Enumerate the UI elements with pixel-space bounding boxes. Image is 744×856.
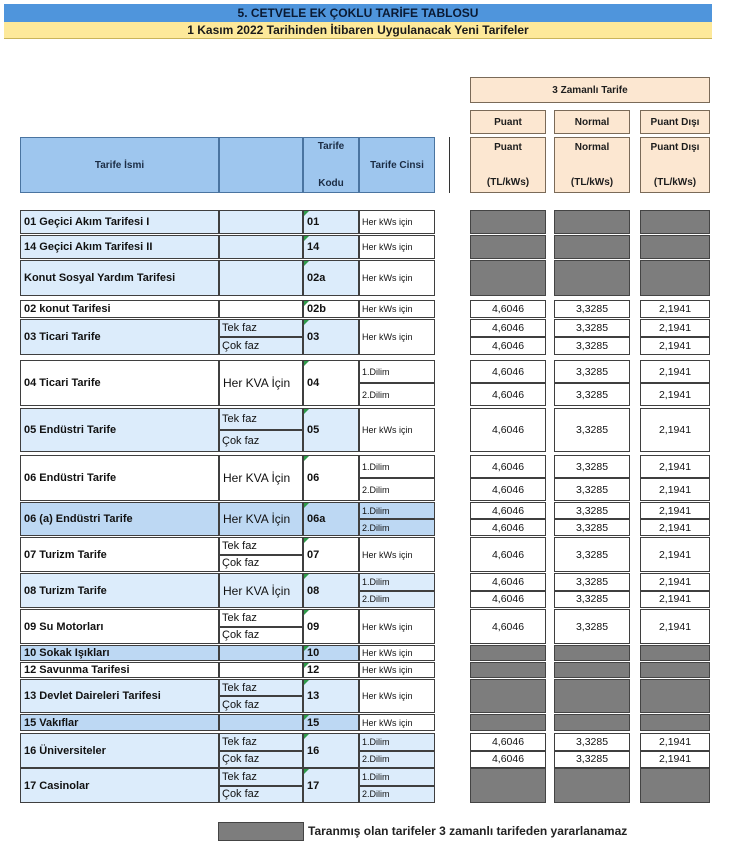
header-normal-top: Normal: [554, 110, 630, 134]
value-normal: 3,3285: [554, 609, 630, 644]
header-tarife-cinsi: Tarife Cinsi: [359, 137, 435, 193]
value-puant: 4,6046: [470, 478, 546, 501]
table-subtitle: 1 Kasım 2022 Tarihinden İtibaren Uygulanacak Yeni Tarifeler: [4, 22, 712, 39]
header-puant-top: Puant: [470, 110, 546, 134]
shaded-cell-puant-disi: [640, 679, 710, 713]
tariff-kind-dilim-1: 1.Dilim: [359, 573, 435, 591]
shaded-cell-puant-disi: [640, 645, 710, 661]
tariff-kind-dilim-2: 2.Dilim: [359, 519, 435, 536]
tariff-code: 06: [303, 455, 359, 501]
tariff-kind: Her kWs için: [359, 319, 435, 355]
tariff-sub-kva: Her KVA İçin: [219, 360, 303, 406]
tariff-code: 14: [303, 235, 359, 259]
tariff-name: 02 konut Tarifesi: [20, 300, 219, 318]
tariff-sub-tek-faz: Tek faz: [219, 609, 303, 627]
header-normal-label: Normal: [574, 142, 610, 153]
tariff-kind-dilim-1: 1.Dilim: [359, 768, 435, 786]
tariff-code: 16: [303, 733, 359, 768]
value-puant: 4,6046: [470, 609, 546, 644]
tariff-sub-tek-faz: Tek faz: [219, 733, 303, 751]
tariff-name: 06 Endüstri Tarife: [20, 455, 219, 501]
tariff-kind: Her kWs için: [359, 537, 435, 572]
tariff-name: 05 Endüstri Tarife: [20, 408, 219, 452]
value-normal: 3,3285: [554, 337, 630, 355]
tariff-sub-empty: [219, 210, 303, 234]
value-normal: 3,3285: [554, 591, 630, 609]
tariff-kind: Her kWs için: [359, 300, 435, 318]
header-normal-unit: (TL/kWs): [570, 177, 614, 188]
shaded-cell-puant-disi: [640, 235, 710, 259]
tariff-name: 07 Turizm Tarife: [20, 537, 219, 572]
value-puant-disi: 2,1941: [640, 591, 710, 609]
tariff-code: 06a: [303, 502, 359, 536]
tariff-kind: Her kWs için: [359, 260, 435, 296]
shaded-cell-normal: [554, 210, 630, 234]
value-puant-disi: 2,1941: [640, 573, 710, 591]
tariff-name: 17 Casinolar: [20, 768, 219, 803]
value-puant-disi: 2,1941: [640, 502, 710, 519]
tariff-name: 14 Geçici Akım Tarifesi II: [20, 235, 219, 259]
tariff-kind: Her kWs için: [359, 408, 435, 452]
tariff-code: 08: [303, 573, 359, 608]
shaded-cell-puant: [470, 235, 546, 259]
header-puant: [470, 137, 546, 193]
shaded-cell-puant-disi: [640, 210, 710, 234]
tariff-name: 08 Turizm Tarife: [20, 573, 219, 608]
tariff-code: 13: [303, 679, 359, 713]
tariff-sub-tek-faz: Tek faz: [219, 768, 303, 786]
shaded-cell-puant: [470, 768, 546, 803]
tariff-kind: Her kWs için: [359, 235, 435, 259]
tariff-kind-dilim-2: 2.Dilim: [359, 383, 435, 406]
tariff-sub-tek-faz: Tek faz: [219, 537, 303, 555]
shaded-cell-normal: [554, 645, 630, 661]
header-puant-disi-top: Puant Dışı: [640, 110, 710, 134]
tariff-sub-empty: [219, 260, 303, 296]
value-puant: 4,6046: [470, 537, 546, 572]
tariff-sub-cok-faz: Çok faz: [219, 696, 303, 713]
tariff-kind-dilim-2: 2.Dilim: [359, 786, 435, 804]
tariff-code: 01: [303, 210, 359, 234]
tariff-sub-cok-faz: Çok faz: [219, 751, 303, 769]
tariff-name: 01 Geçici Akım Tarifesi I: [20, 210, 219, 234]
tariff-name: Konut Sosyal Yardım Tarifesi: [20, 260, 219, 296]
value-puant: 4,6046: [470, 733, 546, 751]
tariff-code: 03: [303, 319, 359, 355]
tariff-sub-empty: [219, 300, 303, 318]
value-puant: 4,6046: [470, 751, 546, 769]
tariff-kind: Her kWs için: [359, 714, 435, 731]
tariff-sub-kva: Her KVA İçin: [219, 502, 303, 536]
tariff-sub-cok-faz: Çok faz: [219, 555, 303, 573]
tariff-name: 06 (a) Endüstri Tarife: [20, 502, 219, 536]
value-puant-disi: 2,1941: [640, 337, 710, 355]
tariff-code: 04: [303, 360, 359, 406]
tariff-kind-dilim-2: 2.Dilim: [359, 591, 435, 609]
tariff-kind-dilim-1: 1.Dilim: [359, 502, 435, 519]
value-puant-disi: 2,1941: [640, 733, 710, 751]
tariff-kind: Her kWs için: [359, 679, 435, 713]
shaded-cell-normal: [554, 662, 630, 678]
tariff-sub-empty: [219, 645, 303, 661]
tariff-sub-empty: [219, 662, 303, 678]
tariff-kind-dilim-1: 1.Dilim: [359, 733, 435, 751]
shaded-cell-normal: [554, 260, 630, 296]
shaded-cell-puant-disi: [640, 260, 710, 296]
header-puant-disi-label: Puant Dışı: [650, 142, 700, 153]
shaded-cell-normal: [554, 714, 630, 731]
value-puant-disi: 2,1941: [640, 360, 710, 383]
tariff-kind-dilim-2: 2.Dilim: [359, 478, 435, 501]
tariff-name: 03 Ticari Tarife: [20, 319, 219, 355]
value-normal: 3,3285: [554, 537, 630, 572]
tariff-sub-empty: [219, 235, 303, 259]
tariff-kind-dilim-1: 1.Dilim: [359, 455, 435, 478]
header-divider: [449, 137, 450, 193]
value-puant-disi: 2,1941: [640, 408, 710, 452]
header-puant-unit: (TL/kWs): [486, 177, 530, 188]
header-puant-disi: [640, 137, 710, 193]
shaded-cell-puant: [470, 645, 546, 661]
value-puant: 4,6046: [470, 519, 546, 536]
tariff-name: 16 Üniversiteler: [20, 733, 219, 768]
tariff-sub-tek-faz: Tek faz: [219, 679, 303, 696]
tariff-sub-tek-faz: Tek faz: [219, 319, 303, 337]
tariff-sub-cok-faz: Çok faz: [219, 337, 303, 355]
tariff-kind-dilim-1: 1.Dilim: [359, 360, 435, 383]
value-normal: 3,3285: [554, 408, 630, 452]
tariff-kind: Her kWs için: [359, 645, 435, 661]
shaded-cell-normal: [554, 679, 630, 713]
value-puant: 4,6046: [470, 455, 546, 478]
shaded-cell-puant-disi: [640, 662, 710, 678]
value-normal: 3,3285: [554, 502, 630, 519]
header-tarife-kodu: [303, 137, 359, 193]
value-puant: 4,6046: [470, 360, 546, 383]
value-puant-disi: 2,1941: [640, 383, 710, 406]
value-puant-disi: 2,1941: [640, 519, 710, 536]
tariff-sub-kva: Her KVA İçin: [219, 573, 303, 608]
tariff-code: 09: [303, 609, 359, 644]
value-puant-disi: 2,1941: [640, 300, 710, 318]
value-puant: 4,6046: [470, 573, 546, 591]
value-puant-disi: 2,1941: [640, 478, 710, 501]
value-normal: 3,3285: [554, 519, 630, 536]
shaded-cell-puant: [470, 260, 546, 296]
header-blank: [219, 137, 303, 193]
value-normal: 3,3285: [554, 478, 630, 501]
tariff-code: 05: [303, 408, 359, 452]
tariff-kind-dilim-2: 2.Dilim: [359, 751, 435, 769]
tariff-code: 17: [303, 768, 359, 803]
value-normal: 3,3285: [554, 455, 630, 478]
tariff-name: 09 Su Motorları: [20, 609, 219, 644]
tariff-code: 07: [303, 537, 359, 572]
tariff-code: 02b: [303, 300, 359, 318]
tariff-kind: Her kWs için: [359, 662, 435, 678]
shaded-cell-puant: [470, 662, 546, 678]
value-puant: 4,6046: [470, 502, 546, 519]
shaded-cell-puant: [470, 714, 546, 731]
tariff-name: 12 Savunma Tarifesi: [20, 662, 219, 678]
header-normal: [554, 137, 630, 193]
value-puant: 4,6046: [470, 319, 546, 337]
value-normal: 3,3285: [554, 573, 630, 591]
legend-swatch: [218, 822, 304, 841]
tariff-code: 15: [303, 714, 359, 731]
tariff-sub-empty: [219, 714, 303, 731]
tariff-code: 12: [303, 662, 359, 678]
tariff-kind: Her kWs için: [359, 210, 435, 234]
value-normal: 3,3285: [554, 319, 630, 337]
tariff-sub-tek-faz: Tek faz: [219, 408, 303, 430]
tariff-name: 10 Sokak Işıkları: [20, 645, 219, 661]
tariff-sub-kva: Her KVA İçin: [219, 455, 303, 501]
header-puant-disi-unit: (TL/kWs): [653, 177, 697, 188]
header-tarife-ismi: Tarife İsmi: [20, 137, 219, 193]
value-normal: 3,3285: [554, 360, 630, 383]
shaded-cell-normal: [554, 235, 630, 259]
shaded-cell-puant-disi: [640, 768, 710, 803]
tariff-name: 13 Devlet Daireleri Tarifesi: [20, 679, 219, 713]
value-puant-disi: 2,1941: [640, 455, 710, 478]
value-puant-disi: 2,1941: [640, 319, 710, 337]
header-3-zamanli: 3 Zamanlı Tarife: [470, 77, 710, 103]
value-puant: 4,6046: [470, 591, 546, 609]
value-puant: 4,6046: [470, 337, 546, 355]
tariff-name: 15 Vakıflar: [20, 714, 219, 731]
shaded-cell-puant: [470, 679, 546, 713]
value-normal: 3,3285: [554, 383, 630, 406]
value-puant: 4,6046: [470, 300, 546, 318]
tariff-sub-cok-faz: Çok faz: [219, 786, 303, 804]
shaded-cell-puant-disi: [640, 714, 710, 731]
tariff-code: 10: [303, 645, 359, 661]
value-normal: 3,3285: [554, 733, 630, 751]
tariff-sub-cok-faz: Çok faz: [219, 430, 303, 452]
value-puant-disi: 2,1941: [640, 751, 710, 769]
tariff-kind: Her kWs için: [359, 609, 435, 644]
shaded-cell-puant: [470, 210, 546, 234]
header-tarife-label: Tarife: [317, 141, 345, 152]
shaded-cell-normal: [554, 768, 630, 803]
table-title: 5. CETVELE EK ÇOKLU TARİFE TABLOSU: [4, 4, 712, 22]
value-puant-disi: 2,1941: [640, 609, 710, 644]
value-puant: 4,6046: [470, 408, 546, 452]
value-normal: 3,3285: [554, 751, 630, 769]
tariff-code: 02a: [303, 260, 359, 296]
value-puant-disi: 2,1941: [640, 537, 710, 572]
value-puant: 4,6046: [470, 383, 546, 406]
tariff-sub-cok-faz: Çok faz: [219, 627, 303, 645]
value-normal: 3,3285: [554, 300, 630, 318]
header-puant-label: Puant: [494, 142, 522, 153]
header-kodu-label: Kodu: [318, 178, 344, 189]
legend-text: Taranmış olan tarifeler 3 zamanlı tarifeden yararlanamaz: [308, 824, 628, 838]
tariff-name: 04 Ticari Tarife: [20, 360, 219, 406]
